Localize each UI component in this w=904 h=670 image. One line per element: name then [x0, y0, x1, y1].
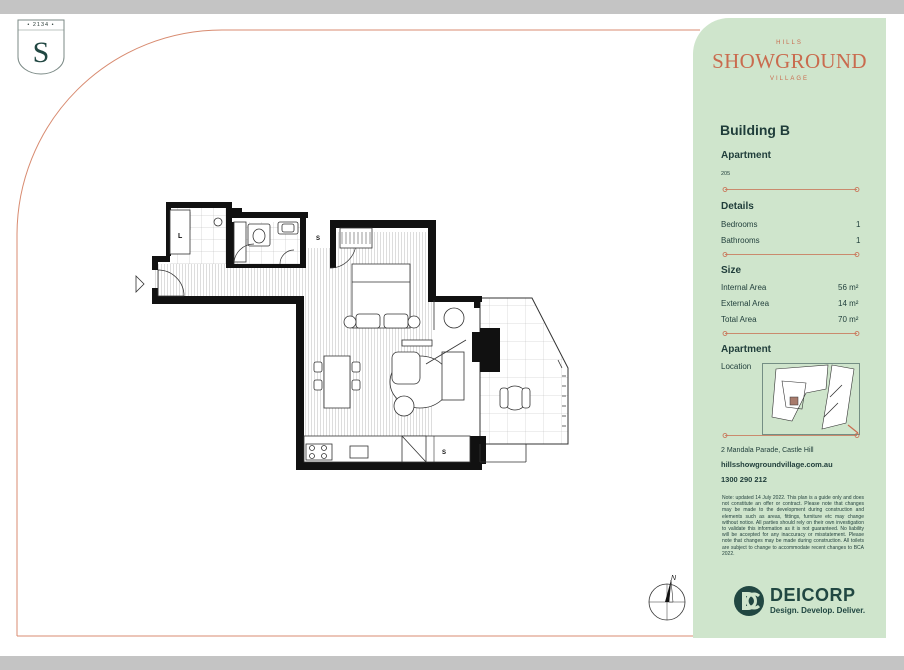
north-compass — [645, 572, 689, 622]
location-label: Location — [721, 362, 752, 371]
badge-number: • 2134 • — [27, 22, 55, 28]
info-panel — [693, 18, 886, 638]
website-link[interactable]: hillsshowgroundvillage.com.au — [721, 460, 833, 469]
bathrooms-value: 1 — [856, 236, 861, 245]
building-title: Building B — [720, 122, 790, 138]
location-map — [762, 363, 860, 435]
developer-tagline: Design. Develop. Deliver. — [770, 606, 866, 615]
developer-logo — [733, 584, 866, 620]
divider-1 — [722, 186, 860, 193]
deicorp-icon — [733, 584, 765, 618]
site-map-icon — [762, 363, 860, 435]
apartment-number: 205 — [721, 171, 731, 177]
compass-icon — [645, 572, 689, 622]
linen-label: L — [178, 233, 183, 240]
external-area-label: External Area — [721, 299, 770, 308]
phone-number[interactable]: 1300 290 212 — [721, 475, 767, 484]
store-label-1: S — [316, 236, 321, 242]
bedrooms-value: 1 — [856, 220, 861, 229]
bottom-bar — [0, 656, 904, 670]
divider-2 — [722, 251, 860, 258]
floor-plan — [130, 180, 590, 480]
floor-plan-drawing — [130, 180, 590, 480]
size-heading: Size — [721, 265, 742, 276]
address: 2 Mandala Parade, Castle Hill — [721, 447, 814, 454]
bedrooms-label: Bedrooms — [721, 220, 758, 229]
disclaimer-notes: Note: updated 14 July 2022. This plan is a guide only and does not constitute an offer or contract. Please note that changes may be made to the development during construction and elements such as areas, fittings, furniture etc may change without notice. All parties should rely on their own investigation to validate this information as it is not guaranteed. No liability will be accepted for any inaccuracy or misstatement. Please note that changes may be made during construction. All toilets are subject to change to accommodate recent changes to BCA 2022. — [722, 495, 864, 557]
total-area-label: Total Area — [721, 315, 757, 324]
total-area-value: 70 m² — [838, 315, 859, 324]
internal-area-value: 56 m² — [838, 283, 859, 292]
divider-4 — [722, 432, 860, 439]
developer-name: DEICORP — [770, 585, 856, 605]
location-heading: Apartment — [721, 344, 772, 355]
badge-letter: S — [32, 36, 50, 69]
store-label-2: S — [442, 450, 447, 456]
external-area-value: 14 m² — [838, 299, 859, 308]
brand-hills: HILLS — [776, 40, 803, 46]
brand-village: VILLAGE — [769, 76, 809, 82]
divider-3 — [722, 330, 860, 337]
apartment-heading: Apartment — [721, 150, 772, 161]
details-heading: Details — [721, 201, 754, 212]
internal-area-label: Internal Area — [721, 283, 767, 292]
north-label: N — [671, 575, 677, 582]
brand-showground: SHOWGROUND — [712, 49, 867, 73]
postcode-badge — [17, 19, 65, 75]
top-bar — [0, 0, 904, 14]
bathrooms-label: Bathrooms — [721, 236, 760, 245]
